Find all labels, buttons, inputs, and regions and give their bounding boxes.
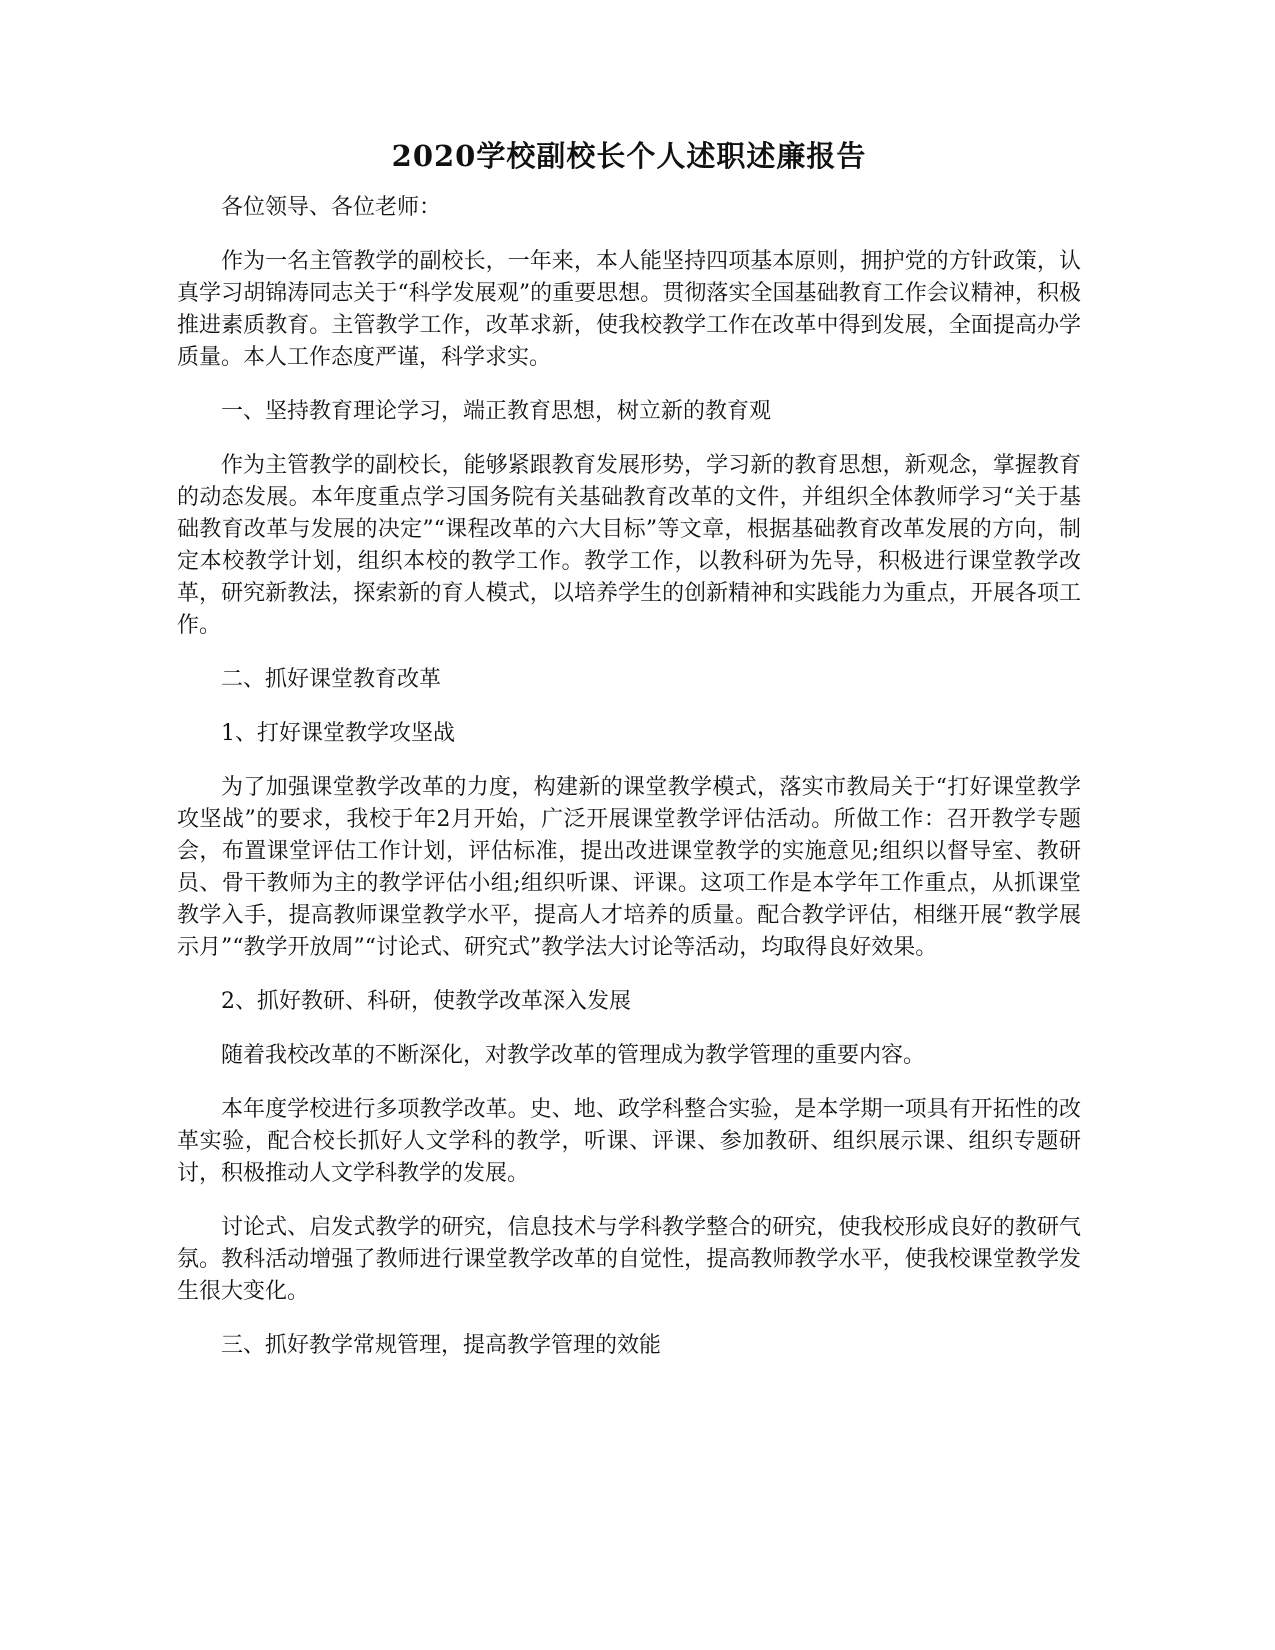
paragraph-section-2-2b: 本年度学校进行多项教学改革。史、地、政学科整合实验，是本学期一项具有开拓性的改革实验，配合校长抓好人文学科的教学，听课、评课、参加教研、组织展示课、组织专题研讨，积极推动人文学科教学的发展。 [177, 1097, 1081, 1186]
paragraph-intro: 作为一名主管教学的副校长，一年来，本人能坚持四项基本原则，拥护党的方针政策，认真学习胡锦涛同志关于“科学发展观”的重要思想。贯彻落实全国基础教育工作会议精神，积极推进素质教育。主管教学工作，改革求新，使我校教学工作在改革中得到发展，全面提高办学质量。本人工作态度严谨，科学求实。 [177, 249, 1081, 370]
document-title: 2020学校副校长个人述职述廉报告 [391, 139, 867, 173]
paragraph-salutation: 各位领导、各位老师： [221, 195, 442, 220]
paragraph-section-2-2c: 讨论式、启发式教学的研究，信息技术与学科教学整合的研究，使我校形成良好的教研气氛。教科活动增强了教师进行课堂教学改革的自觉性，提高教师教学水平，使我校课堂教学发生很大变化。 [177, 1215, 1081, 1304]
paragraph-section-1: 作为主管教学的副校长，能够紧跟教育发展形势，学习新的教育思想，新观念，掌握教育的动态发展。本年度重点学习国务院有关基础教育改革的文件，并组织全体教师学习“关于基础教育改革与发展的决定”“课程改革的六大目标”等文章，根据基础教育改革发展的方向，制定本校教学计划，组织本校的教学工作。教学工作，以教科研为先导，积极进行课堂教学改革，研究新教法，探索新的育人模式，以培养学生的创新精神和实践能力为重点，开展各项工作。 [177, 453, 1081, 638]
paragraph-section-2-2a: 随着我校改革的不断深化，对教学改革的管理成为教学管理的重要内容。 [221, 1043, 926, 1068]
subsection-heading-2-1: 1、打好课堂教学攻坚战 [221, 721, 455, 746]
paragraph-section-2-1: 为了加强课堂教学改革的力度，构建新的课堂教学模式，落实市教局关于“打好课堂教学攻坚战”的要求，我校于年2月开始，广泛开展课堂教学评估活动。所做工作：召开教学专题会，布置课堂评估工作计划，评估标准，提出改进课堂教学的实施意见;组织以督导室、教研员、骨干教师为主的教学评估小组;组织听课、评课。这项工作是本学年工作重点，从抓课堂教学入手，提高教师课堂教学水平，提高人才培养的质量。配合教学评估，相继开展“教学展示月”“教学开放周”“讨论式、研究式”教学法大讨论等活动，均取得良好效果。 [177, 775, 1081, 960]
section-heading-1: 一、坚持教育理论学习，端正教育思想，树立新的教育观 [221, 399, 772, 424]
section-heading-2: 二、抓好课堂教育改革 [221, 667, 442, 692]
document-page [177, 138, 1081, 1384]
subsection-heading-2-2: 2、抓好教研、科研，使教学改革深入发展 [221, 989, 631, 1014]
section-heading-3: 三、抓好教学常规管理，提高教学管理的效能 [221, 1333, 662, 1358]
